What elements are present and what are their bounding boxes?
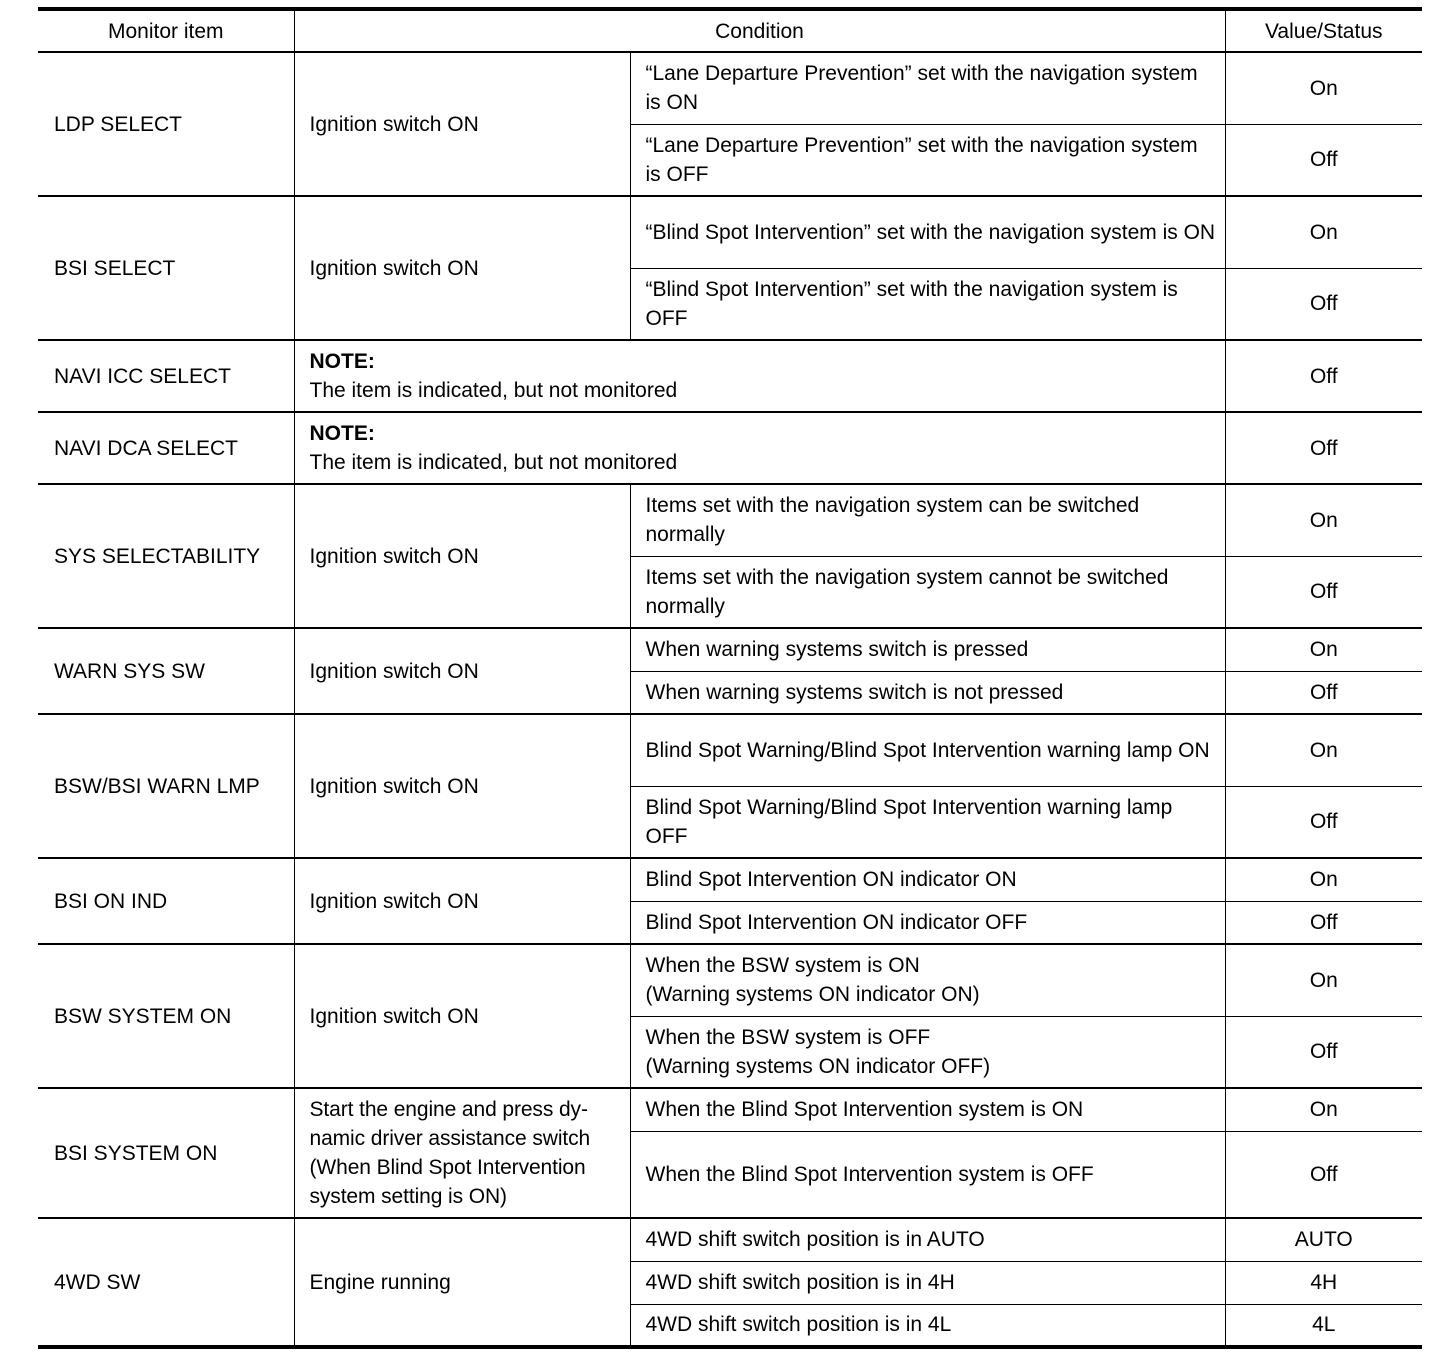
- header-monitor-item: Monitor item: [38, 9, 294, 52]
- table-row: [38, 196, 1422, 268]
- sub-condition-cell: Blind Spot Intervention ON indicator OFF: [630, 901, 1225, 944]
- table-row: [38, 1088, 1422, 1131]
- note-text: The item is indicated, but not monitored: [309, 451, 678, 474]
- condition-cell: Ignition switch ON: [294, 944, 630, 1088]
- table-row: [38, 412, 1422, 484]
- table-row: [38, 628, 1422, 671]
- sub-condition-cell: Blind Spot Intervention ON indicator ON: [630, 858, 1225, 901]
- monitor-item-cell: BSI SYSTEM ON: [38, 1088, 294, 1218]
- sub-condition-cell: Blind Spot Warning/Blind Spot Intervention warning lamp ON: [630, 714, 1225, 786]
- value-cell: 4H: [1225, 1261, 1422, 1304]
- note-cell: [294, 340, 1225, 412]
- table-row: [38, 1218, 1422, 1261]
- sub-condition-cell: When the Blind Spot Intervention system is ON: [630, 1088, 1225, 1131]
- monitor-table: [38, 7, 1422, 1349]
- sub-condition-line: (Warning systems ON indicator OFF): [645, 1054, 991, 1078]
- condition-cell: Engine running: [294, 1218, 630, 1347]
- value-cell: On: [1225, 484, 1422, 556]
- monitor-item-cell: WARN SYS SW: [38, 628, 294, 714]
- sub-condition-cell: “Lane Departure Prevention” set with the navigation system is ON: [630, 52, 1225, 124]
- sub-condition-cell: [630, 944, 1225, 1016]
- sub-condition-cell: When warning systems switch is pressed: [630, 628, 1225, 671]
- table-row: [38, 858, 1422, 901]
- condition-cell: Start the engine and press dy-namic driver assistance switch (When Blind Spot Intervention system setting is ON): [294, 1088, 630, 1218]
- header-value-status: Value/Status: [1225, 9, 1422, 52]
- sub-condition-cell: 4WD shift switch position is in AUTO: [630, 1218, 1225, 1261]
- sub-condition-cell: When warning systems switch is not pressed: [630, 671, 1225, 714]
- sub-condition-cell: Blind Spot Warning/Blind Spot Intervention warning lamp OFF: [630, 786, 1225, 858]
- table-row: [38, 52, 1422, 124]
- table-header-row: [38, 9, 1422, 52]
- value-cell: Off: [1225, 412, 1422, 484]
- value-cell: On: [1225, 944, 1422, 1016]
- condition-cell: Ignition switch ON: [294, 484, 630, 628]
- monitor-item-cell: BSW SYSTEM ON: [38, 944, 294, 1088]
- value-cell: On: [1225, 858, 1422, 901]
- note-cell: [294, 412, 1225, 484]
- sub-condition-cell: “Blind Spot Intervention” set with the navigation system is ON: [630, 196, 1225, 268]
- header-condition: Condition: [294, 9, 1225, 52]
- value-cell: On: [1225, 714, 1422, 786]
- sub-condition-cell: “Blind Spot Intervention” set with the navigation system is OFF: [630, 268, 1225, 340]
- note-text: The item is indicated, but not monitored: [309, 379, 678, 402]
- value-cell: On: [1225, 1088, 1422, 1131]
- sub-condition-cell: “Lane Departure Prevention” set with the navigation system is OFF: [630, 124, 1225, 196]
- note-label: NOTE:: [309, 422, 375, 445]
- value-cell: Off: [1225, 901, 1422, 944]
- table-row: [38, 714, 1422, 786]
- sub-condition-line: When the BSW system is OFF: [645, 1025, 931, 1049]
- sub-condition-cell: When the Blind Spot Intervention system is OFF: [630, 1131, 1225, 1218]
- condition-cell: Ignition switch ON: [294, 52, 630, 196]
- value-cell: Off: [1225, 556, 1422, 628]
- value-cell: Off: [1225, 268, 1422, 340]
- table-row: [38, 340, 1422, 412]
- monitor-item-cell: LDP SELECT: [38, 52, 294, 196]
- sub-condition-cell: Items set with the navigation system can be switched normally: [630, 484, 1225, 556]
- value-cell: On: [1225, 628, 1422, 671]
- monitor-item-cell: SYS SELECTABILITY: [38, 484, 294, 628]
- condition-cell: Ignition switch ON: [294, 628, 630, 714]
- value-cell: On: [1225, 196, 1422, 268]
- value-cell: 4L: [1225, 1304, 1422, 1347]
- monitor-item-cell: NAVI ICC SELECT: [38, 340, 294, 412]
- value-cell: Off: [1225, 786, 1422, 858]
- sub-condition-line: When the BSW system is ON: [645, 954, 920, 978]
- value-cell: Off: [1225, 124, 1422, 196]
- monitor-item-cell: BSI ON IND: [38, 858, 294, 944]
- condition-cell: Ignition switch ON: [294, 196, 630, 340]
- monitor-item-cell: NAVI DCA SELECT: [38, 412, 294, 484]
- value-cell: Off: [1225, 340, 1422, 412]
- sub-condition-cell: 4WD shift switch position is in 4L: [630, 1304, 1225, 1347]
- monitor-item-cell: 4WD SW: [38, 1218, 294, 1347]
- sub-condition-line: (Warning systems ON indicator ON): [645, 983, 980, 1007]
- note-label: NOTE:: [309, 350, 375, 373]
- condition-cell: Ignition switch ON: [294, 714, 630, 858]
- sub-condition-cell: 4WD shift switch position is in 4H: [630, 1261, 1225, 1304]
- monitor-item-cell: BSW/BSI WARN LMP: [38, 714, 294, 858]
- condition-cell: Ignition switch ON: [294, 858, 630, 944]
- monitor-item-cell: BSI SELECT: [38, 196, 294, 340]
- table-row: [38, 944, 1422, 1016]
- value-cell: Off: [1225, 1131, 1422, 1218]
- sub-condition-cell: [630, 1016, 1225, 1088]
- value-cell: Off: [1225, 1016, 1422, 1088]
- value-cell: On: [1225, 52, 1422, 124]
- value-cell: Off: [1225, 671, 1422, 714]
- sub-condition-cell: Items set with the navigation system cannot be switched normally: [630, 556, 1225, 628]
- table-row: [38, 484, 1422, 556]
- value-cell: AUTO: [1225, 1218, 1422, 1261]
